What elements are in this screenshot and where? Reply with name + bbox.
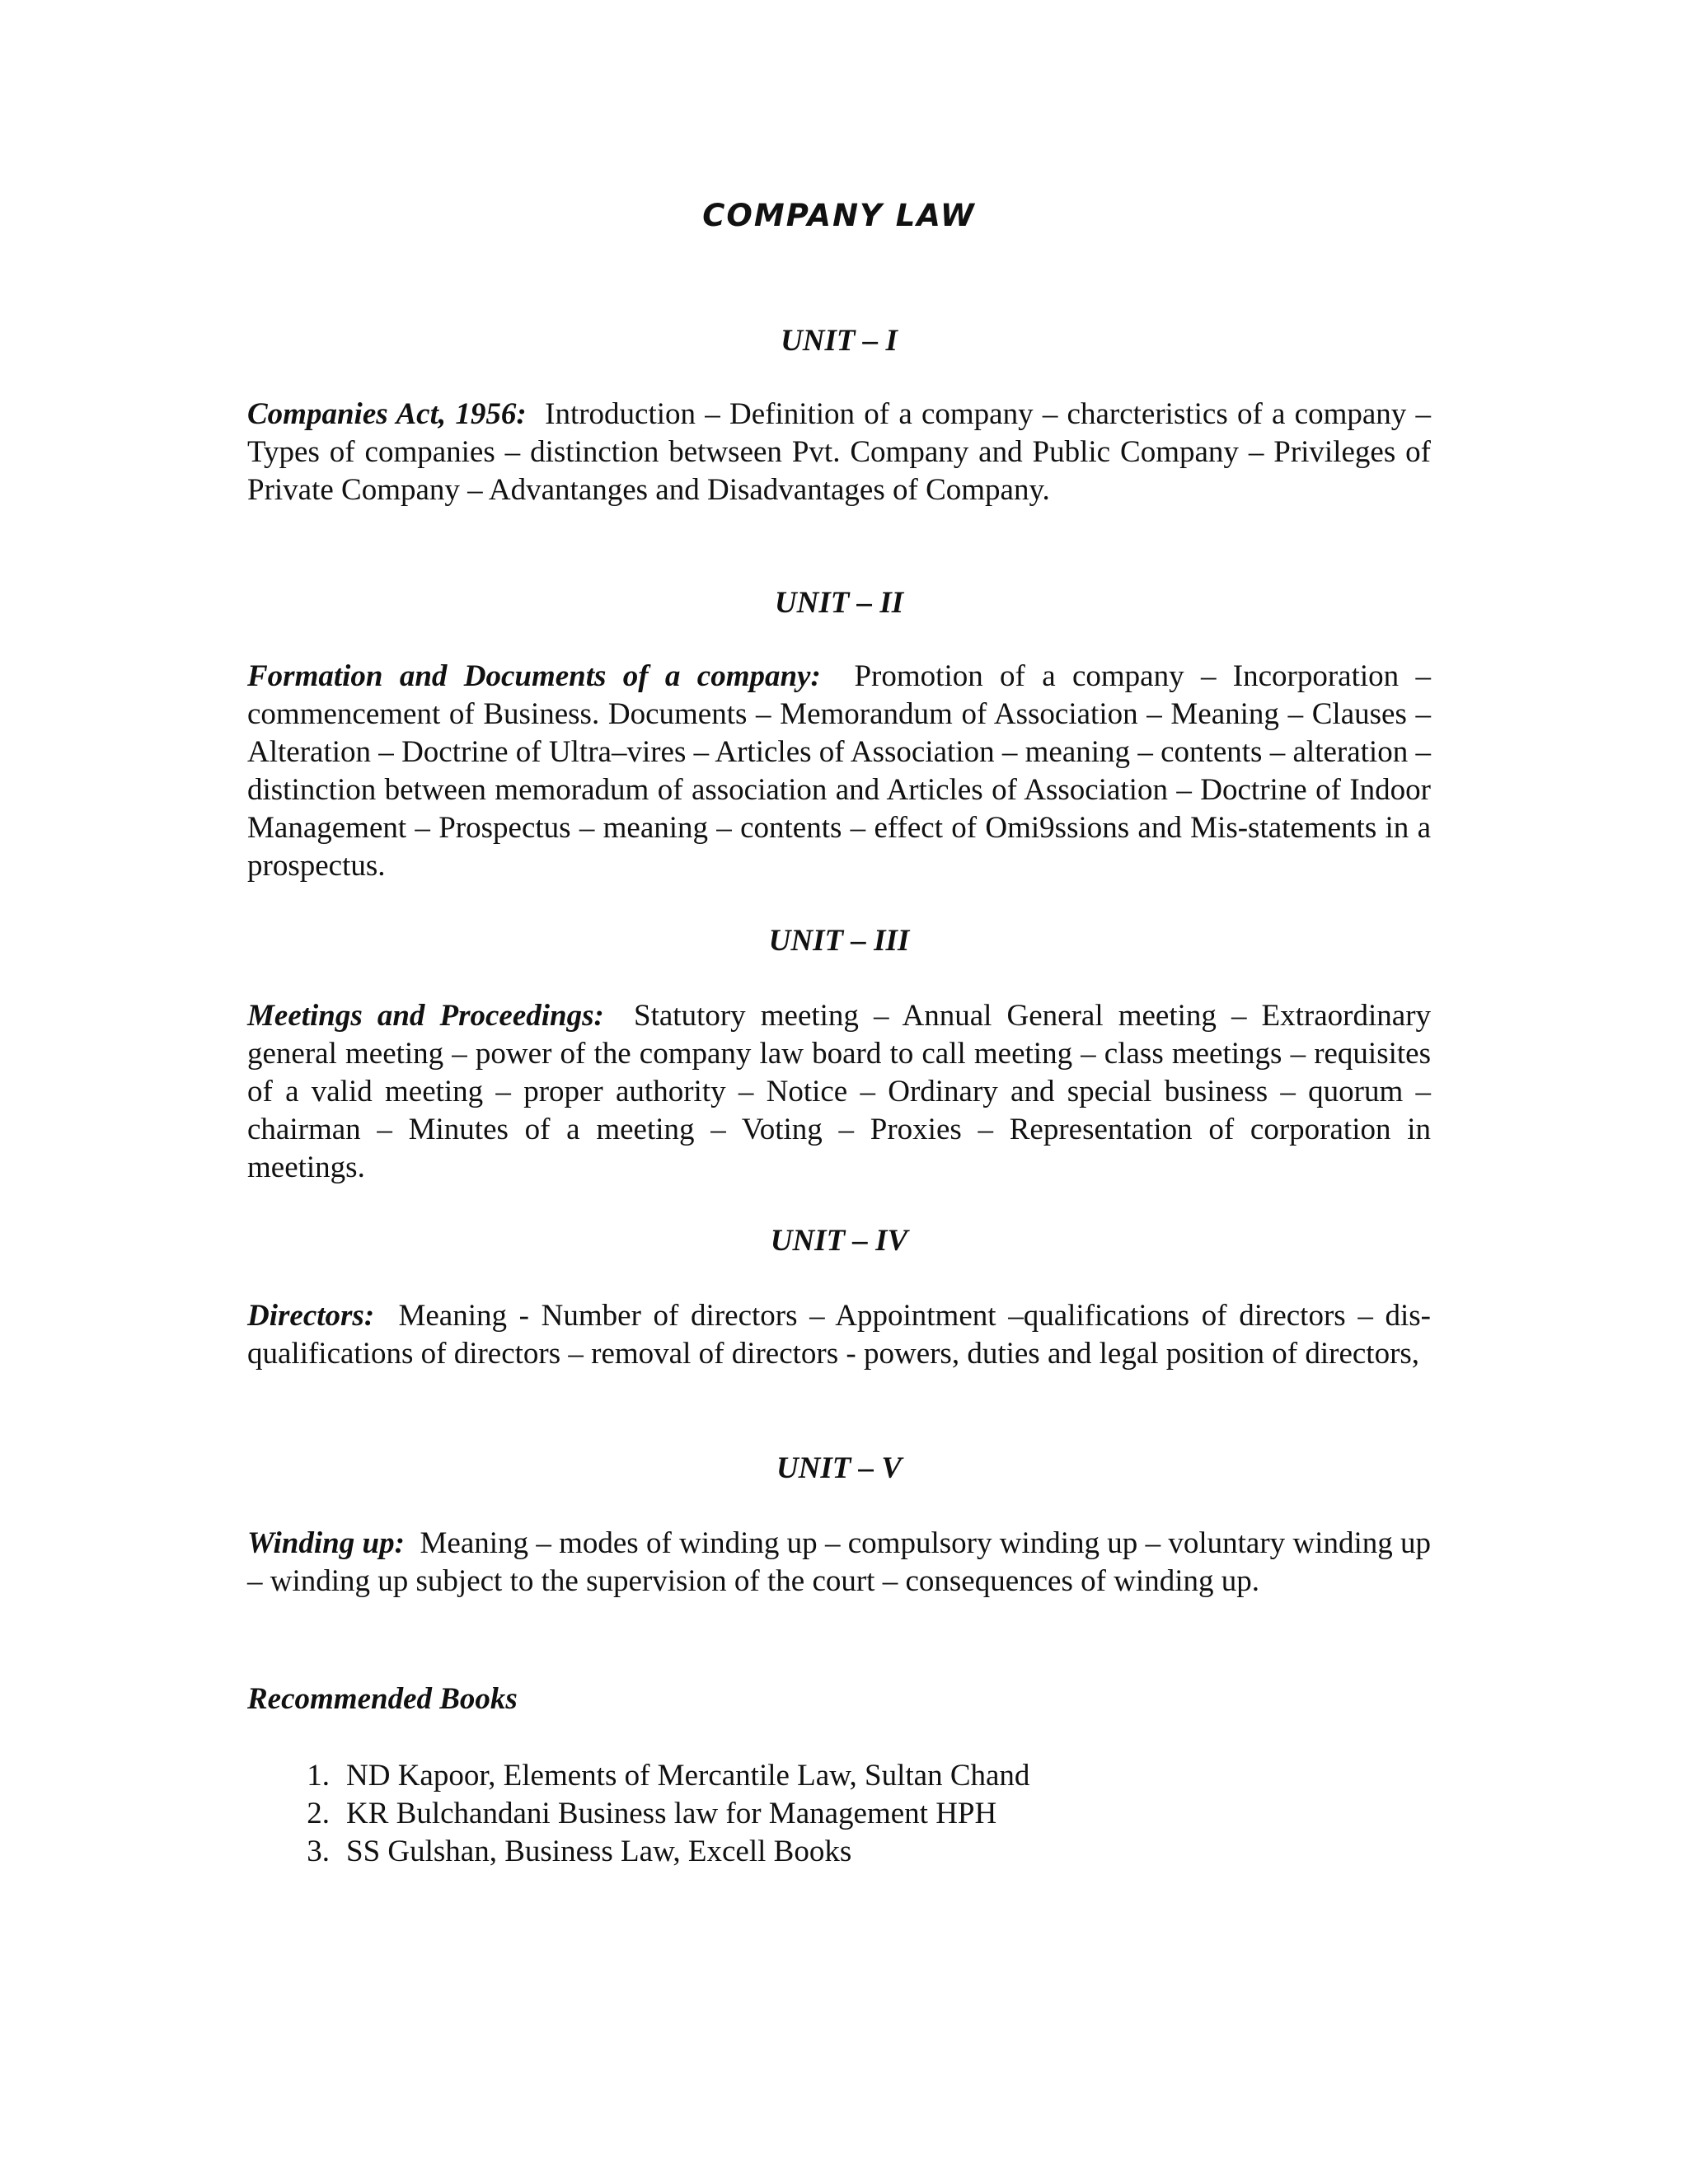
- unit-5-body: Meaning – modes of winding up – compulsory winding up – voluntary winding up – winding up subject to the supervision of the court – consequences of winding up.: [247, 1526, 1432, 1598]
- unit-1-paragraph: [247, 396, 1431, 509]
- unit-1-heading: UNIT – I: [781, 324, 898, 358]
- recommended-books-heading: Recommended Books: [247, 1682, 518, 1716]
- unit-1-body: Introduction – Definition of a company – charcteristics of a company – Types of companies – distinction betwseen Pvt. Company and Public Company – Privileges of Private Company – Advantanges and Disadvantages of Company.: [247, 397, 1431, 507]
- unit-2-body: Promotion of a company – Incorporation – commencement of Business. Documents – Memorandum of Association – Meaning – Clauses – Alteration – Doctrine of Ultra–vires – Articles of Association – meaning – contents – alteration – distinction between memoradum of association and Articles of Association – Doctrine of Indoor Management – Prospectus – meaning – contents – effect of Omi9ssions and Mis-statements in a prospectus.: [247, 659, 1431, 883]
- list-item-text: SS Gulshan, Business Law, Excell Books: [346, 1835, 852, 1868]
- unit-3-lead: Meetings and Proceedings:: [247, 999, 604, 1033]
- list-item-number: 1.: [307, 1759, 330, 1793]
- document-title: COMPANY LAW: [702, 198, 976, 233]
- list-item-number: 2.: [307, 1797, 330, 1830]
- unit-4-heading: UNIT – IV: [770, 1224, 908, 1258]
- unit-5-paragraph: [247, 1525, 1431, 1601]
- unit-1-lead: Companies Act, 1956:: [247, 397, 527, 431]
- list-item-text: ND Kapoor, Elements of Mercantile Law, Sultan Chand: [346, 1759, 1030, 1793]
- list-item-number: 3.: [307, 1835, 330, 1868]
- unit-5-lead: Winding up:: [247, 1526, 405, 1560]
- unit-3-heading: UNIT – III: [768, 924, 910, 958]
- unit-2-heading: UNIT – II: [774, 586, 904, 620]
- unit-4-body: Meaning - Number of directors – Appointment –qualifications of directors – dis-qualifications of directors – removal of directors - powers, duties and legal position of directors,: [247, 1299, 1431, 1371]
- list-item-text: KR Bulchandani Business law for Management HPH: [346, 1797, 997, 1830]
- unit-2-lead: Formation and Documents of a company:: [247, 659, 821, 693]
- unit-5-heading: UNIT – V: [776, 1451, 903, 1485]
- list-item: [247, 1795, 1029, 1833]
- list-item: [247, 1757, 1029, 1795]
- unit-2-paragraph: [247, 658, 1431, 885]
- list-item: [247, 1833, 1029, 1871]
- unit-3-paragraph: [247, 997, 1431, 1187]
- unit-4-lead: Directors:: [247, 1299, 375, 1333]
- unit-4-paragraph: [247, 1297, 1431, 1373]
- recommended-books-list: [247, 1757, 1029, 1871]
- unit-3-body: Statutory meeting – Annual General meeting – Extraordinary general meeting – power of the company law board to call meeting – class meetings – requisites of a valid meeting – proper authority – Notice – Ordinary and special business – quorum – chairman – Minutes of a meeting – Voting – Proxies – Representation of corporation in meetings.: [247, 999, 1432, 1184]
